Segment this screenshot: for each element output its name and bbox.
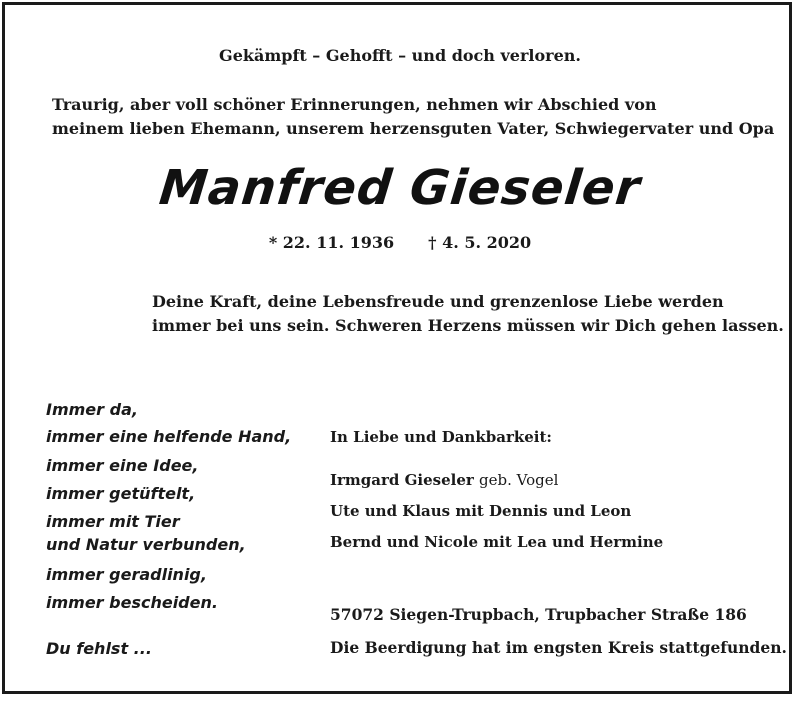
maiden-name-note: geb. Vogel <box>479 471 559 489</box>
intro-line-1: Traurig, aber voll schöner Erinnerungen, nehmen wir Abschied von <box>52 95 657 114</box>
poem-line: immer getüftelt, <box>46 484 196 503</box>
quote-line-1: Deine Kraft, deine Lebensfreude und grenzenlose Liebe werden <box>152 292 724 311</box>
mourner-line-3: Bernd und Nicole mit Lea und Hermine <box>330 533 664 551</box>
poem-line: und Natur verbunden, <box>46 535 246 554</box>
birth-date: * 22. 11. 1936 <box>268 233 395 252</box>
poem-line: immer eine Idee, <box>46 456 199 475</box>
mourner-name: Irmgard Gieseler <box>330 471 474 489</box>
poem-line: immer bescheiden. <box>46 593 218 612</box>
funeral-note: Die Beerdigung hat im engsten Kreis stattgefunden. <box>330 638 787 657</box>
thanks-heading: In Liebe und Dankbarkeit: <box>330 428 552 446</box>
quote-line-2: immer bei uns sein. Schweren Herzens müssen wir Dich gehen lassen. <box>152 316 784 335</box>
poem-line: Immer da, <box>46 400 138 419</box>
poem-line: immer geradlinig, <box>46 565 207 584</box>
farewell: Du fehlst ... <box>46 639 152 658</box>
mourner-line-2: Ute und Klaus mit Dennis und Leon <box>330 502 632 520</box>
deceased-name: Manfred Gieseler <box>156 160 644 216</box>
poem-line: immer mit Tier <box>46 512 180 531</box>
poem-line: immer eine helfende Hand, <box>46 427 292 446</box>
death-date: † 4. 5. 2020 <box>428 233 532 252</box>
motto: Gekämpft – Gehofft – und doch verloren. <box>219 46 581 65</box>
life-dates <box>0 233 800 252</box>
mourner-line-1 <box>330 471 558 489</box>
address: 57072 Siegen-Trupbach, Trupbacher Straße 186 <box>330 605 747 624</box>
intro-line-2: meinem lieben Ehemann, unserem herzensguten Vater, Schwiegervater und Opa <box>52 119 775 138</box>
